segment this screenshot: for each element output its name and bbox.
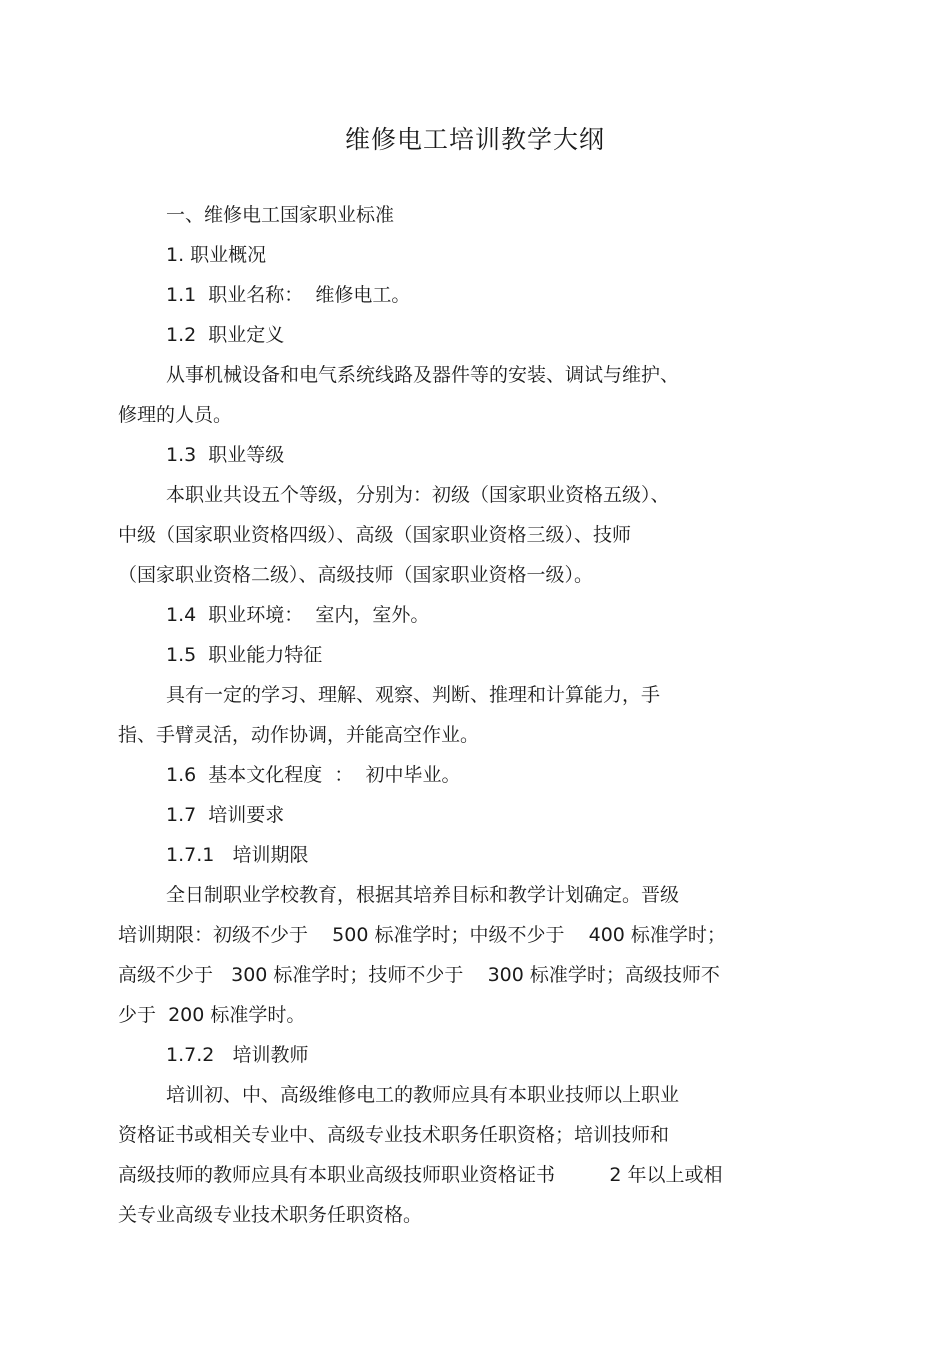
subsection-heading: 1.5 职业能力特征: [166, 644, 323, 666]
paragraph-line: 高级技师的教师应具有本职业高级技师职业资格证书 2 年以上或相: [118, 1164, 723, 1186]
paragraph-line: 本职业共设五个等级，分别为：初级（国家职业资格五级）、: [166, 484, 670, 506]
paragraph-line: 修理的人员。: [118, 404, 233, 426]
subsection-heading: 1.7.1 培训期限: [166, 844, 309, 866]
subsection-heading: 1.3 职业等级: [166, 444, 285, 466]
paragraph-line: 中级（国家职业资格四级）、高级（国家职业资格三级）、技师: [118, 524, 632, 546]
paragraph-line: 具有一定的学习、理解、观察、判断、推理和计算能力，手: [166, 684, 661, 706]
paragraph-line: 高级不少于 300 标准学时；技师不少于 300 标准学时；高级技师不: [118, 964, 720, 986]
text-line: 1.1 职业名称： 维修电工。: [166, 284, 411, 306]
text-line: 1.4 职业环境： 室内，室外。: [166, 604, 430, 626]
paragraph-line: （国家职业资格二级）、高级技师（国家职业资格一级）。: [118, 564, 594, 586]
paragraph-line: 从事机械设备和电气系统线路及器件等的安装、调试与维护、: [166, 364, 680, 386]
paragraph-line: 少于 200 标准学时。: [118, 1004, 306, 1026]
text-line: 1.6 基本文化程度 ： 初中毕业。: [166, 764, 461, 786]
paragraph-line: 资格证书或相关专业中、高级专业技术职务任职资格；培训技师和: [118, 1124, 670, 1146]
subsection-heading: 1. 职业概况: [166, 244, 267, 266]
paragraph-line: 培训期限：初级不少于 500 标准学时；中级不少于 400 标准学时；: [118, 924, 726, 946]
paragraph-line: 培训初、中、高级维修电工的教师应具有本职业技师以上职业: [166, 1084, 680, 1106]
section-heading: 一、维修电工国家职业标准: [166, 204, 395, 226]
subsection-heading: 1.2 职业定义: [166, 324, 285, 346]
paragraph-line: 指、手臂灵活，动作协调，并能高空作业。: [118, 724, 480, 746]
document-title: 维修电工培训教学大纲: [344, 125, 605, 154]
subsection-heading: 1.7.2 培训教师: [166, 1044, 309, 1066]
subsection-heading: 1.7 培训要求: [166, 804, 285, 826]
paragraph-line: 全日制职业学校教育，根据其培养目标和教学计划确定。晋级: [166, 884, 680, 906]
paragraph-line: 关专业高级专业技术职务任职资格。: [118, 1204, 423, 1226]
